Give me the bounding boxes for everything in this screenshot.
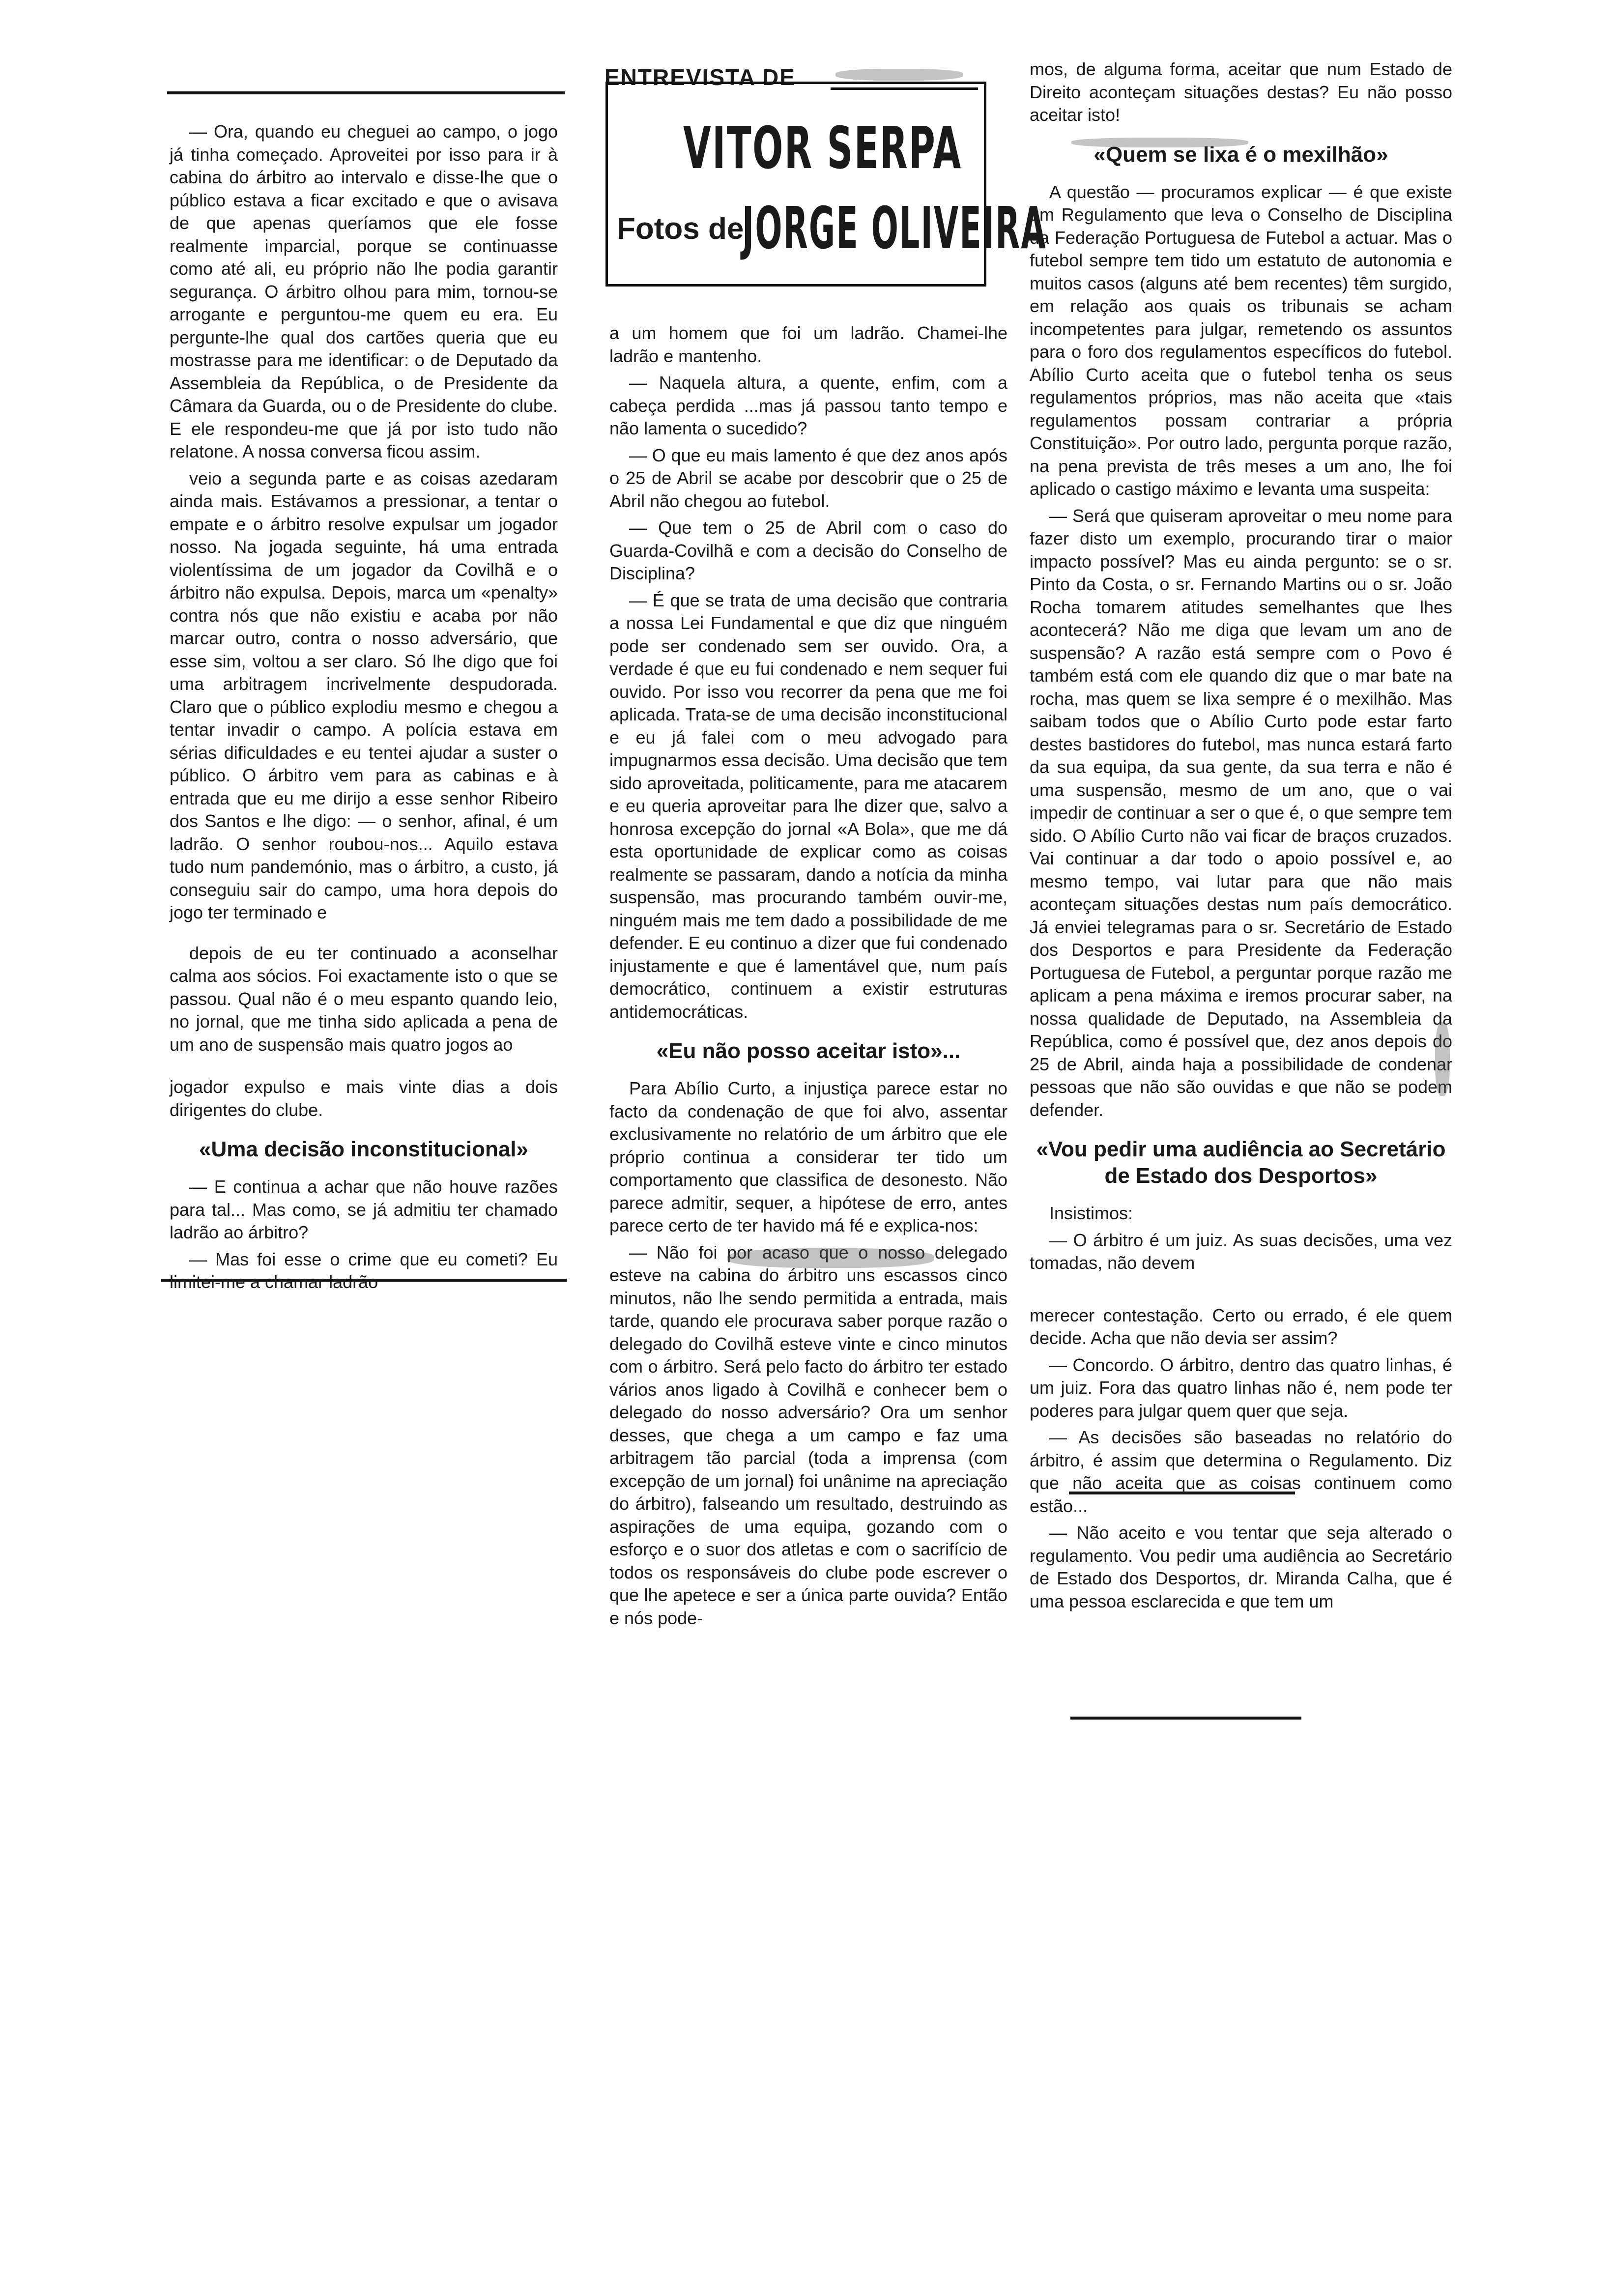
col3-paragraph: mos, de alguma forma, aceitar que num Estado de Direito aconteçam situações destas? Eu não posso aceitar isto! [1030, 59, 1452, 125]
scan-smudge [1435, 1022, 1450, 1096]
column3-lower-rule [1070, 1717, 1301, 1720]
col2-paragraph: a um homem que foi um ladrão. Chamei-lhe ladrão e mantenho. [609, 323, 1008, 366]
column1-top-rule [167, 91, 565, 94]
column-1 [170, 120, 558, 1298]
col2-paragraph: — Não foi por acaso que o nosso delegado esteve na cabina do árbitro uns escassos cinco minutos, não lhe sendo permitida a entrada, mais tarde, quando ele procurava saber porque razão o delegado do Covilhã esteve vinte e cinco minutos com o árbitro. Será pelo facto do árbitro ter estado vários anos ligado à Covilhã e conhecer bem o delegado do nosso adversário? Ora um senhor desses, que chega a um campo e faz uma arbitragem tão parcial (toda a imprensa (com excepção de um jornal) foi unânime na apreciação do árbitro), falseando um resultado, destruindo as aspirações de uma equipa, gozando com o esforço e o suor dos atletas e com o sacrifício de todos os responsáveis do clube pode escrever o que lhe apetece e ser a única parte ouvida? Então e nós pode- [609, 1242, 1008, 1628]
col3-paragraph: — Concordo. O árbitro, dentro das quatro linhas, é um juiz. Fora das quatro linhas não é, nem pode ter poderes para julgar quem quer que seja. [1030, 1354, 1452, 1421]
scan-smudge [1071, 138, 1248, 147]
photographer-name: JORGE OLIVEIRA [742, 194, 1047, 262]
col2-paragraph: — É que se trata de uma decisão que contraria a nossa Lei Fundamental e que diz que ninguém pode ser condenado sem ser ouvido. Ora, a verdade é que eu fui condenado e nem sequer fui ouvido. Por isso vou recorrer da pena que me foi aplicada. Trata-se de uma decisão inconstitucional e eu já falei com o meu advogado para impugnarmos essa decisão. Uma decisão que tem sido aproveitada, politicamente, para me atacarem e eu queria aproveitar para lhe dizer que, salvo a honrosa excepção do jornal «A Bola», que me dá esta oportunidade de explicar como as coisas realmente se passaram, dando a notícia da minha suspensão, mas procurando também ouvir-me, ninguém mais me tem dado a possibilidade de me defender. E eu continuo a dizer que fui condenado injustamente e que é lamentável que, num país democrático, continuem a existir estruturas antidemocráticas. [609, 590, 1008, 1022]
scan-smudge [727, 1248, 934, 1268]
byline-kicker: ENTREVISTA DE [604, 64, 796, 90]
col3-paragraph: — As decisões são baseadas no relatório do árbitro, é assim que determina o Regulamento. Diz que não aceita que as coisas continuem como estão... [1030, 1427, 1452, 1516]
col3-paragraph: merecer contestação. Certo ou errado, é ele quem decide. Acha que não devia ser assim? [1030, 1305, 1452, 1348]
col2-paragraph: — Que tem o 25 de Abril com o caso do Guarda-Covilhã e com a decisão do Conselho de Disciplina? [609, 517, 1008, 583]
column-2 [609, 322, 1008, 1634]
col1-paragraph: veio a segunda parte e as coisas azedaram ainda mais. Estávamos a pressionar, a tentar o empate e o árbitro resolve expulsar um jogador nosso. Na jogada seguinte, há uma entrada violentíssima de um jogador da Covilhã e o árbitro não expulsa. Depois, marca um «penalty» contra nós que não existiu e acaba por não marcar outro, contra o nosso adversário, que esse sim, voltou a ser claro. Só lhe digo que foi uma arbitragem incrivelmente despudorada. Claro que o público explodiu mesmo e chegou a tentar invadir o campo. A polícia estava em sérias dificuldades e eu tentei ajudar a suster o público. O árbitro vem para as cabinas e à entrada que eu me dirijo a esse senhor Ribeiro dos Santos e lhe digo: — o senhor, afinal, é um ladrão. O senhor roubou-nos... Aquilo estava tudo num pandemónio, mas o árbitro, a custo, já conseguiu sair do campo, uma hora depois do jogo ter terminado e [170, 468, 558, 922]
col3-subhead-2: «Vou pedir uma audiência ao Secretário de Estado dos Desportos» [1036, 1137, 1446, 1188]
col3-subhead-1: «Quem se lixa é o mexilhão» [1094, 142, 1388, 167]
col2-paragraph: Para Abílio Curto, a injustiça parece estar no facto da condenação de que foi alvo, assentar exclusivamente no relatório de um árbitro que ele próprio continua a considerar ter tido um comportamento que classifica de desonesto. Não parece admitir, sequer, a hipótese de erro, antes parece certo de ter havido má fé e explica-nos: [609, 1078, 1008, 1235]
col3-paragraph: Insistimos: [1049, 1203, 1133, 1223]
col1-paragraph: — E continua a achar que não houve razões para tal... Mas como, se já admitiu ter chamado ladrão ao árbitro? [170, 1177, 558, 1242]
scan-smudge [835, 69, 963, 81]
col3-paragraph: A questão — procuramos explicar — é que existe um Regulamento que leva o Conselho de Disciplina da Federação Portuguesa de Futebol a actuar. Mas o futebol sempre tem tido um estatuto de autonomia e muitos casos (alguns até bem recentes) têm surgido, em relação aos quais os tribunais se acham incompetentes para julgar, remetendo os assuntos para o foro dos regulamentos específicos do futebol. Abílio Curto aceita que o futebol tenha os seus regulamentos próprios, mas não aceita que «tais regulamentos possam contrariar a própria Constituição». Por outro lado, pergunta porque razão, na pena prevista de três meses a um ano, lhe foi aplicado o castigo máximo e levanta uma suspeita: [1030, 181, 1452, 499]
interviewer-name: VITOR SERPA [683, 114, 962, 182]
photos-label: Fotos de [617, 212, 744, 246]
col2-paragraph: — Naquela altura, a quente, enfim, com a cabeça perdida ...mas já passou tanto tempo e não lamenta o sucedido? [609, 373, 1008, 438]
col3-paragraph: — Será que quiseram aproveitar o meu nome para fazer disto um exemplo, procurando tirar o maior impacto possível? Mas eu ainda pergunto: se o sr. Pinto da Costa, o sr. Fernando Martins ou o sr. João Rocha tomarem atitudes semelhantes que lhes acontecerá? Não me diga que levam um ano de suspensão? A razão está sempre com o Povo é também está com ele quando diz que o mar bate na rocha, mas quem se lixa sempre é o mexilhão. Mas saibam todos que o Abílio Curto pode estar farto destes bastidores do futebol, mas nunca estará farto da sua equipa, da sua gente, da sua terra e não é uma suspensão, mesmo de um ano, que o vai impedir de continuar a ser o que é, o que sempre tem sido. O Abílio Curto não vai ficar de braços cruzados. Vai continuar a dar todo o apoio possível e, ao mesmo tempo, vai lutar para que não mais aconteçam situações destas num país democrático. Já enviei telegramas para o sr. Secretário de Estado dos Desportos e para Presidente da Federação Portuguesa de Futebol, a perguntar porque razão me aplicam a pena máxima e iremos procurar saber, na nossa qualidade de Deputado, na Assembleia da República, como é possível que, dez anos depois do 25 de Abril, ainda haja a possibilidade de condenar pessoas que não são ouvidas e que não se podem defender. [1030, 505, 1452, 1120]
col2-paragraph: — O que eu mais lamento é que dez anos após o 25 de Abril se acabe por descobrir que o 25 de Abril não chegou ao futebol. [609, 445, 1008, 511]
col1-paragraph: jogador expulso e mais vinte dias a dois dirigentes do clube. [170, 1077, 558, 1120]
col3-paragraph: — O árbitro é um juiz. As suas decisões, uma vez tomadas, não devem [1030, 1230, 1452, 1273]
col3-paragraph: — Não aceito e vou tentar que seja alterado o regulamento. Vou pedir uma audiência ao Secretário de Estado dos Desportos, dr. Miranda Calha, que é uma pessoa esclarecida e que tem um [1030, 1522, 1452, 1611]
col1-paragraph: — Ora, quando eu cheguei ao campo, o jogo já tinha começado. Aproveitei por isso para ir à cabina do árbitro ao intervalo e disse-lhe que o público estava a ficar excitado e que o avisava de que apenas queríamos que ele fosse realmente imparcial, porque se continuasse como até ali, eu próprio não lhe podia garantir segurança. O árbitro olhou para mim, tornou-se arrogante e perguntou-me quem eu era. Eu pergunte-lhe qual dos cartões queria que eu mostrasse para me identificar: o de Deputado da Assembleia da República, o de Presidente da Câmara da Guarda, ou o de Presidente do clube. E ele respondeu-me que já por isto tudo não relatone. A nossa conversa ficou assim. [170, 121, 558, 461]
col2-subhead: «Eu não posso aceitar isto»... [656, 1039, 961, 1063]
col1-paragraph: depois de eu ter continuado a aconselhar calma aos sócios. Foi exactamente isto o que se passou. Qual não é o meu espanto quando leio, no jornal, que me tinha sido aplicada a pena de um ano de suspensão mais quatro jogos ao [170, 943, 558, 1055]
col1-paragraph: — Mas foi esse o crime que eu cometi? Eu limitei-me a chamar ladrão [170, 1249, 558, 1292]
col1-subhead: «Uma decisão inconstitucional» [199, 1137, 528, 1161]
column-3 [1030, 58, 1452, 1617]
